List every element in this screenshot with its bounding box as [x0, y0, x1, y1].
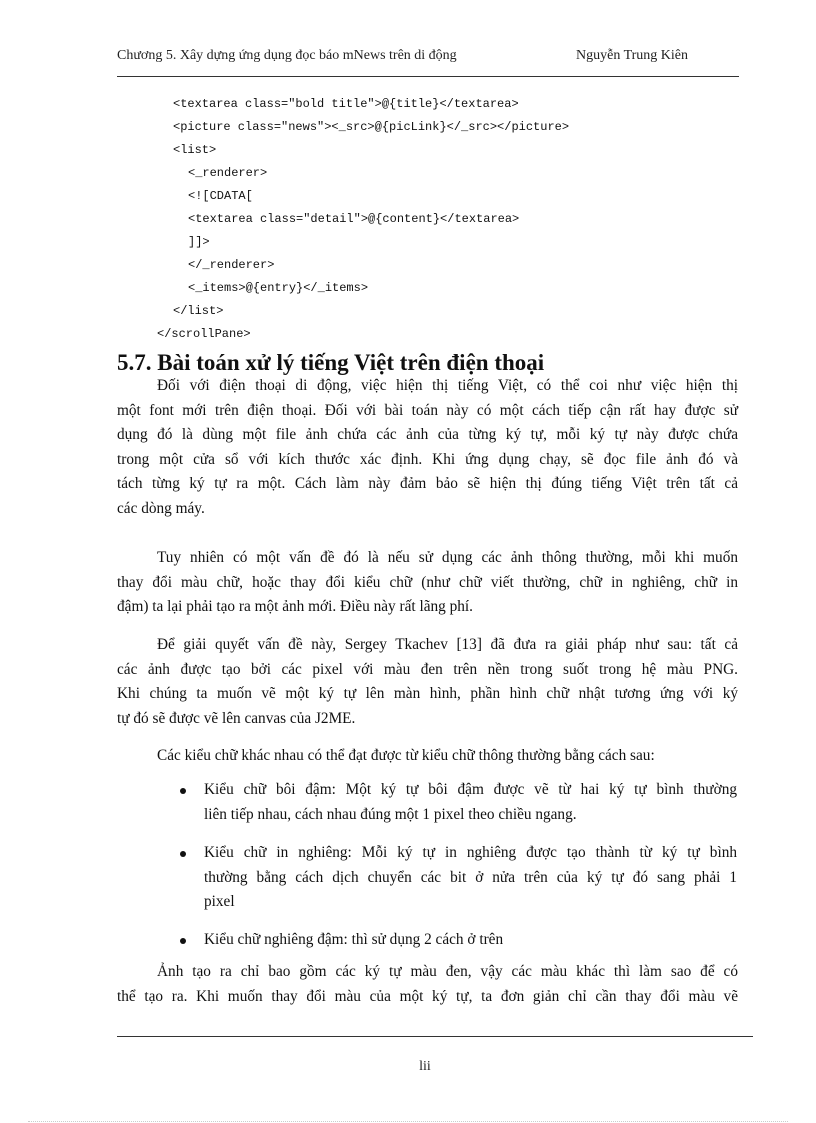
- page-bottom-border: [28, 1121, 788, 1122]
- code-line: <list>: [173, 143, 217, 157]
- paragraph-line: Đối với điện thoại di động, việc hiện thị tiếng Việt, có thể coi như việc hiện thị: [157, 377, 738, 394]
- paragraph-line: dụng đó là dùng một file ảnh chứa các ảnh của từng ký tự, mỗi ký tự này được chứa: [117, 426, 738, 443]
- code-line: </list>: [173, 304, 224, 318]
- header-divider: [117, 76, 739, 77]
- header-author: Nguyễn Trung Kiên: [576, 48, 689, 63]
- bullet-item: [204, 841, 737, 915]
- bullet-icon: [180, 788, 186, 794]
- code-line: </scrollPane>: [157, 327, 251, 341]
- code-line: <_items>@{entry}</_items>: [188, 281, 369, 295]
- paragraph-line: tự đó sẽ được vẽ lên canvas của J2ME.: [117, 709, 356, 727]
- paragraph-line: Các kiểu chữ khác nhau có thể đạt được từ kiểu chữ thông thường bằng cách sau:: [157, 747, 655, 764]
- paragraph-line: Để giải quyết vấn đề này, Sergey Tkachev [13] đã đưa ra giải pháp như sau: tất cả: [157, 636, 738, 653]
- paragraph-line: trong một cửa sổ với kích thước xác định. Khi ứng dụng chạy, sẽ đọc file ảnh đó và: [117, 450, 738, 468]
- bullet-icon: [180, 851, 186, 857]
- paragraph: [117, 546, 738, 620]
- bullet-item: [204, 928, 737, 953]
- paragraph-line: một font mới trên điện thoại. Đối với bài toán này có một cách tiếp cận rất hay được sử: [117, 401, 738, 419]
- paragraph-line: các dòng máy.: [117, 499, 205, 517]
- code-line: ]]>: [188, 235, 210, 249]
- bullet-line: Kiểu chữ in nghiêng: Mỗi ký tự in nghiêng được tạo thành từ ký tự bình: [204, 844, 737, 861]
- paragraph: [117, 960, 738, 1009]
- paragraph-line: các ảnh được tạo bởi các pixel với màu đen trên nền trong suốt trong hệ màu PNG.: [117, 660, 738, 678]
- paragraph: [117, 744, 738, 769]
- paragraph-line: Ảnh tạo ra chỉ bao gồm các ký tự màu đen, vậy các màu khác thì làm sao để có: [157, 963, 738, 980]
- paragraph: [117, 374, 738, 521]
- code-line: <![CDATA[: [188, 189, 253, 203]
- header-chapter-title: Chương 5. Xây dựng ứng dụng đọc báo mNews trên di động: [117, 48, 457, 63]
- code-line: <picture class="news"><_src>@{picLink}</_src></picture>: [173, 120, 570, 134]
- section-heading: 5.7. Bài toán xử lý tiếng Việt trên điện thoại: [117, 350, 545, 375]
- paragraph-line: Tuy nhiên có một vấn đề đó là nếu sử dụng các ảnh thông thường, mỗi khi muốn: [157, 549, 738, 566]
- code-line: </_renderer>: [188, 258, 275, 272]
- paragraph-line: Khi chúng ta muốn vẽ một ký tự lên màn hình, phần hình chữ nhật tương ứng với ký: [117, 685, 738, 702]
- code-line: <textarea class="detail">@{content}</textarea>: [188, 212, 520, 226]
- bullet-line: pixel: [204, 893, 235, 910]
- paragraph-line: thay đổi màu chữ, hoặc thay đổi kiểu chữ (như chữ viết thường, chữ in nghiêng, chữ in: [117, 573, 738, 591]
- bullet-line: Kiểu chữ bôi đậm: Một ký tự bôi đậm được vẽ từ hai ký tự bình thường: [204, 781, 737, 798]
- paragraph-line: đậm) ta lại phải tạo ra một ảnh mới. Điều này rất lãng phí.: [117, 598, 473, 615]
- page-number: lii: [419, 1059, 431, 1074]
- bullet-item: [204, 778, 737, 827]
- bullet-line: Kiểu chữ nghiêng đậm: thì sử dụng 2 cách ở trên: [204, 931, 504, 948]
- code-line: <_renderer>: [188, 166, 268, 180]
- paragraph-line: tách từng ký tự ra một. Cách làm này đảm bảo sẽ hiện thị đúng tiếng Việt trên tất cả: [117, 475, 738, 492]
- paragraph-line: thể tạo ra. Khi muốn thay đổi màu của một ký tự, ta đơn giản chỉ cần thay đổi màu vẽ: [117, 987, 738, 1005]
- code-line: <textarea class="bold title">@{title}</textarea>: [173, 97, 519, 111]
- footer-divider: [117, 1036, 753, 1037]
- bullet-line: thường bằng cách dịch chuyển các bit ở nửa trên của ký tự đó sang phải 1: [204, 868, 737, 886]
- bullet-line: liên tiếp nhau, cách nhau đúng một 1 pixel theo chiều ngang.: [204, 805, 577, 823]
- bullet-icon: [180, 938, 186, 944]
- paragraph: [117, 633, 738, 731]
